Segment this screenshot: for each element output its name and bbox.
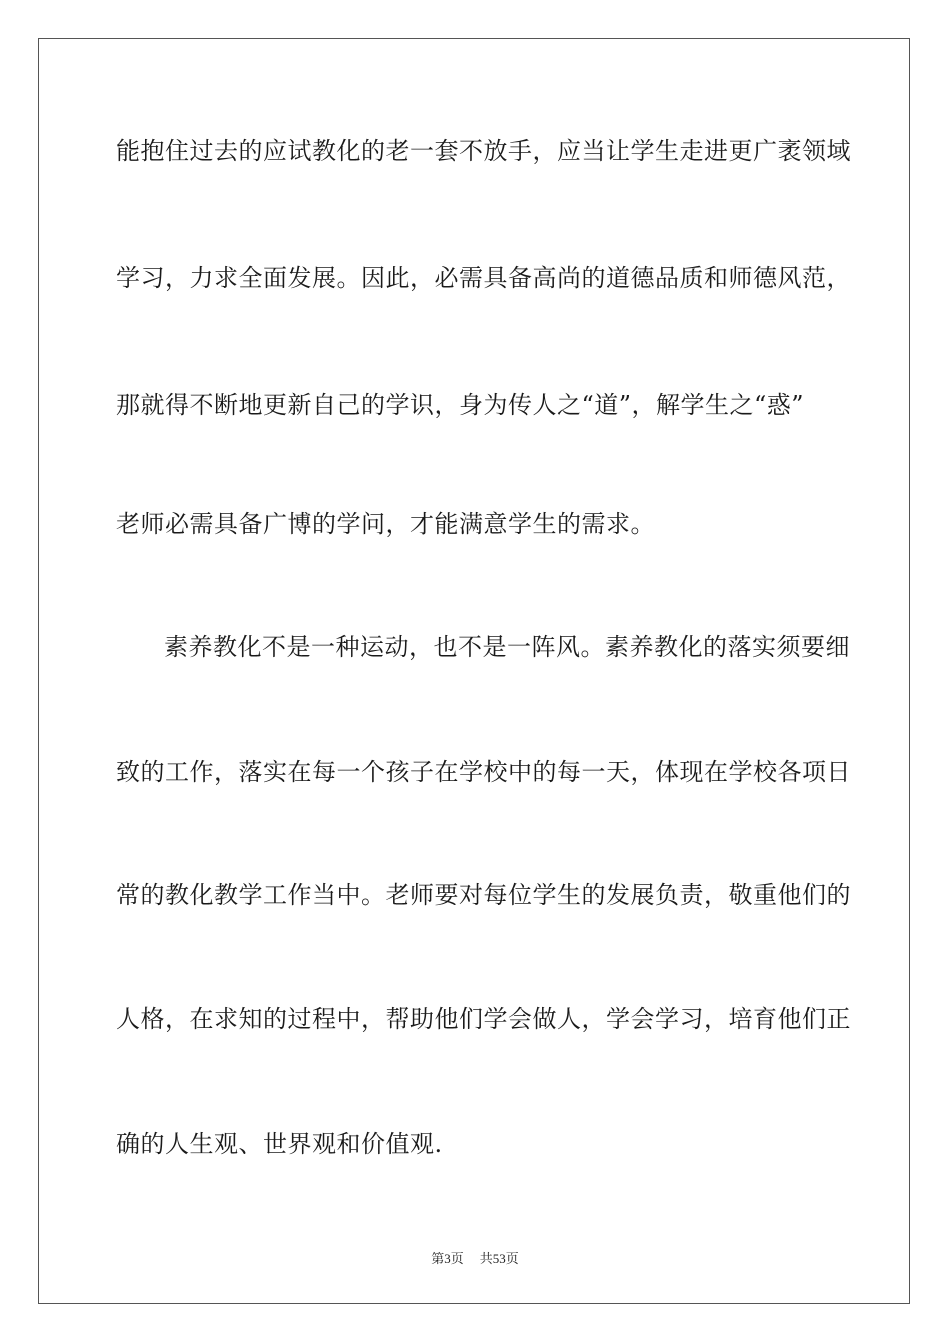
text-line: 老师必需具备广博的学问，才能满意学生的需求。 bbox=[116, 510, 655, 538]
paragraph-first-line: 素养教化不是一种运动，也不是一阵风。素养教化的落实须要细 bbox=[164, 633, 850, 661]
page-number: 第3页 bbox=[431, 1251, 464, 1266]
text-line: 那就得不断地更新自己的学识，身为传人之“道”，解学生之“惑” bbox=[116, 391, 805, 419]
page-total: 共53页 bbox=[479, 1251, 519, 1266]
text-line: 能抱住过去的应试教化的老一套不放手，应当让学生走进更广袤领域 bbox=[116, 137, 851, 165]
text-line: 确的人生观、世界观和价值观. bbox=[116, 1130, 443, 1158]
page-footer bbox=[0, 1248, 950, 1267]
text-line: 学习，力求全面发展。因此，必需具备高尚的道德品质和师德风范， bbox=[116, 264, 851, 292]
text-line: 人格，在求知的过程中，帮助他们学会做人，学会学习，培育他们正 bbox=[116, 1005, 851, 1033]
page-border bbox=[38, 38, 910, 1304]
text-line: 常的教化教学工作当中。老师要对每位学生的发展负责，敬重他们的 bbox=[116, 881, 851, 909]
text-line: 致的工作，落实在每一个孩子在学校中的每一天，体现在学校各项日 bbox=[116, 758, 851, 786]
